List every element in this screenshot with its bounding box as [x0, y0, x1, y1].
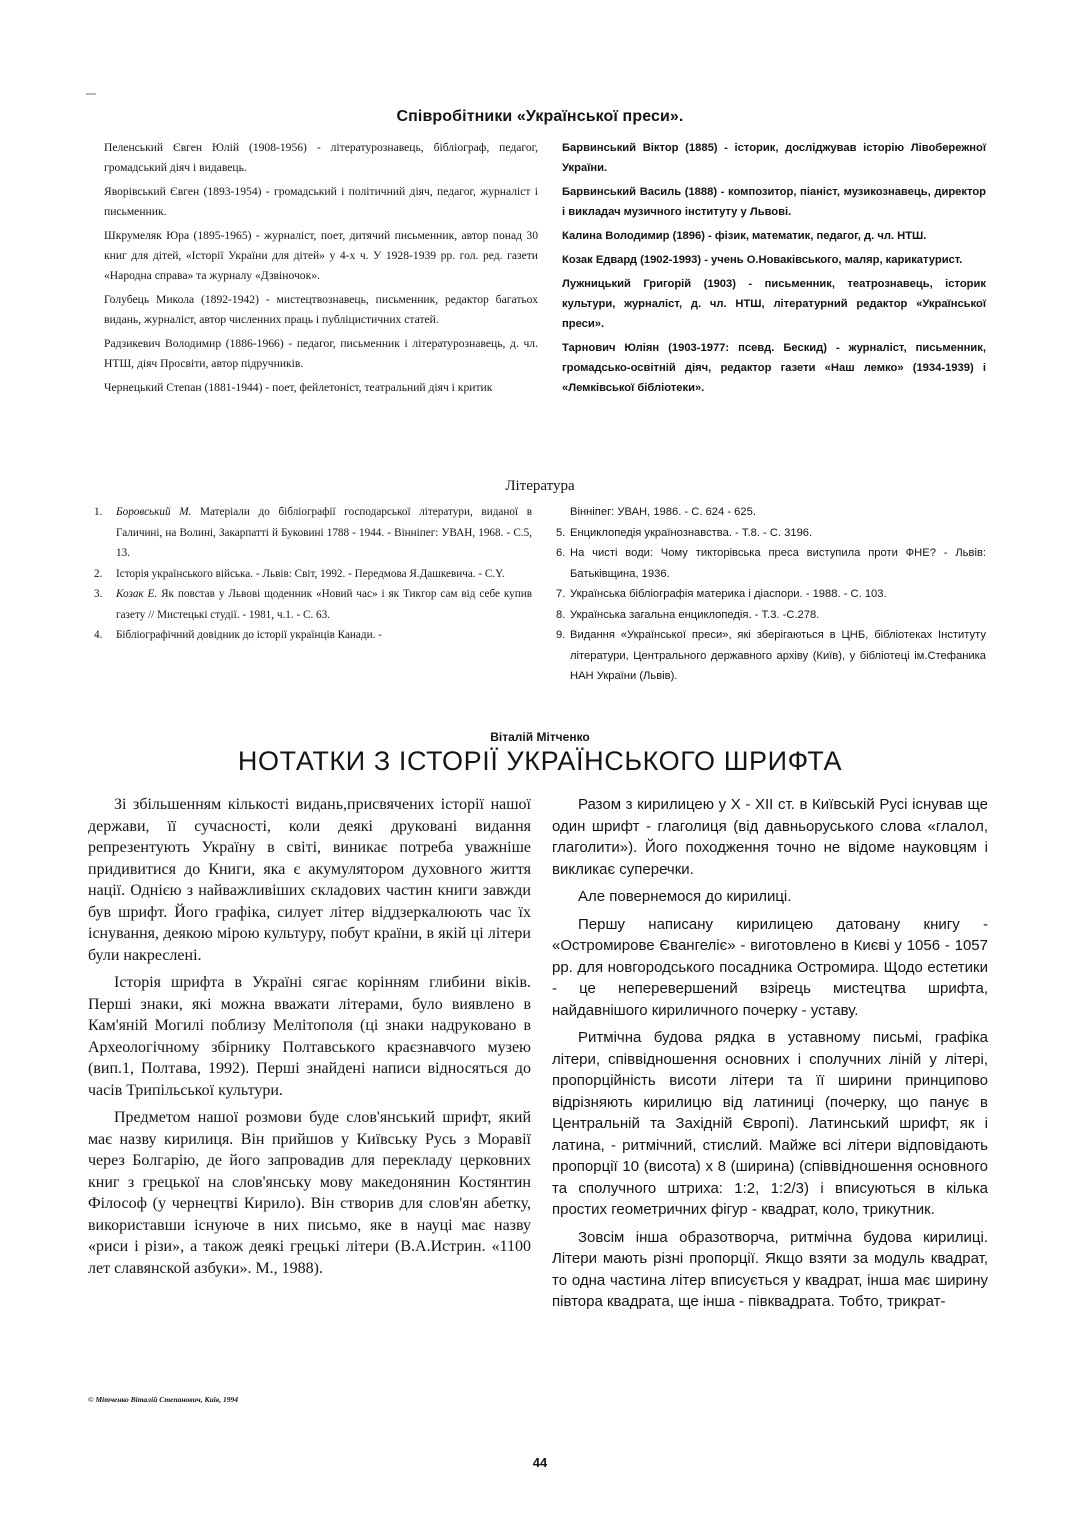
contributor-entry: Барвинський Віктор (1885) - історик, досліджував історію Лівобережної України.: [562, 142, 986, 174]
reference-item: 6. На чисті води: Чому тикторівська преса виступила проти ФНЕ? - Львів: Батьківщина, 1936.: [556, 547, 986, 580]
article-paragraph: Першу написану кирилицею датовану книгу - «Остромирове Євангеліє» - виготовлено в Києві у 1056 - 1057 рр. для новгородського посадника Остромира. Щодо естетики - це неперевершений взірець мистецтва шрифта, найдавнішого кириличного почерку - уставу.: [552, 915, 988, 1019]
reference-item: 8. Українська загальна енциклопедія. - Т.3. -С.278.: [556, 608, 820, 621]
contributors-left-column: [104, 138, 538, 402]
article-right-column: [552, 794, 988, 1319]
article-paragraph: Зі збільшенням кількості видань,присвячених історії нашої держави, її сучасності, коли деякі друковані видання репрезентують Україну в світі, виникає потреба уважніше придивитися до Книги, яка є акумулятором духовного життя нації. Однією з найважливіших складових частин книги завжди був шрифт. Його графіка, силует літер віддзеркалюють час їх існування, деякою мірою культуру, побут країни, в якій ці літери були накреслені.: [88, 796, 531, 964]
copyright-note: © Мітченко Віталій Степанович, Київ, 1994: [88, 1395, 238, 1404]
article-paragraph: Історія шрифта в Україні сягає корінням глибини віків. Перші знаки, які можна вважати літерами, було виявлено в Кам'яній Могилі поблизу Мелітополя (ці знаки надруковано в Археологічному збірнику Полтавського краєзнавчого музею (вип.1, Полтава, 1992). Перші знайдені написи відносяться до часів Трипільської культури.: [88, 974, 531, 1099]
contributors-right-column: [562, 138, 986, 402]
contributor-entry: Лужницький Григорій (1903) - письменник, театрознавець, історик культури, журналіст, д. чл. НТШ, літературний редактор «Української преси».: [562, 278, 986, 330]
article-paragraph: Зовсім інша образотворча, ритмічна будова кирилиці. Літери мають різні пропорції. Якщо взяти за модуль квадрат, то одна частина літер вписується у квадрат, інша має ширину півтора квадрата, ще інша - півквадрата. Тобто, трикрат-: [552, 1228, 988, 1310]
contributor-entry: Радзикевич Володимир (1886-1966) - педагог, письменник і літературознавець, д. чл. НТШ, діяч Просвіти, автор підручників.: [104, 337, 538, 370]
article-left-column: [88, 794, 531, 1285]
reference-item: 5. Енциклопедія українознавства. - Т.8. - С. 3196.: [556, 526, 813, 539]
contributor-entry: Пеленський Євген Юлій (1908-1956) - літературознавець, бібліограф, педагог, громадський діяч і видавець.: [104, 141, 538, 174]
reference-item: 9. Видання «Української преси», які зберігаються в ЦНБ, бібліотеках Інституту літератури, Центрального державного архіву (Київ), у бібліотеці ім.Стефаника НАН України (Львів).: [556, 629, 986, 682]
contributor-entry: Чернецький Степан (1881-1944) - поет, фейлетоніст, театральний діяч і критик: [104, 381, 493, 394]
contributor-entry: Шкрумеляк Юра (1895-1965) - журналіст, поет, дитячий письменник, автор понад 30 книг для дітей, «Історії України для дітей» у 4-х ч. У 1928-1939 рр. гол. ред. газети «Народна справа» та журналу «Дзвіночок».: [104, 229, 538, 282]
contributor-entry: Яворівський Євген (1893-1954) - громадський і політичний діяч, педагог, журналіст і письменник.: [104, 185, 538, 218]
contributor-entry: Барвинський Василь (1888) - композитор, піаніст, музикознавець, директор і викладач музичного інституту у Львові.: [562, 186, 986, 218]
reference-item: 4. Бібліографічний довідник до історії українців Канади. -: [94, 629, 382, 641]
reference-item: 3. Козак Е. Як повстав у Львові щоденник «Новий час» і як Тикгор сам від себе купив газету // Мистецькі студії. - 1981, ч.1. - С. 63.: [94, 588, 532, 621]
article-paragraph: Предметом нашої розмови буде слов'янський шрифт, який має назву кирилиця. Він прийшов у Київську Русь з Моравії через Болгарію, де його запровадив для перекладу церковних книг з грецької на слов'янську мову македонянин Костянтин Філософ (у чернецтві Кирило). Він створив для слов'ян абетку, використавши існуюче в них письмо, яке в науці має назву «риси і різи», а також деякі грецькі літери (В.А.Истрин. «1100 лет славянской азбуки». М., 1988).: [88, 1109, 531, 1277]
article-paragraph: Але повернемося до кирилиці.: [578, 888, 792, 905]
contributor-entry: Тарнович Юліян (1903-1977: псевд. Бескид) - журналіст, письменник, громадсько-освітній діяч, редактор газети «Наш лемко» (1934-1939) і «Лемківської бібліотеки».: [562, 342, 986, 394]
reference-author: Боровський М.: [116, 506, 192, 518]
references-left-column: [94, 502, 532, 646]
scan-mark: [86, 93, 96, 95]
article-author: Віталій Мітченко: [490, 730, 590, 744]
references-right-column: [556, 502, 986, 687]
article-paragraph: Ритмічна будова рядка в уставному письмі, графіка літери, співвідношення основних і сполучних ліній у літері, пропорційність висоти літери та її ширини принципово відрізняють кирилицю від латиниці (почерку, що панує в Центральній та Західній Європі). Латинський шрифт, як і латина, - ритмічний, стислий. Майже всі літери відповідають пропорції 10 (висота) х 8 (ширина) (співвідношення основного та сполучного штриха: 1:2, 1:2/3) і вписуються в кілька простих геометричних фігур - квадрат, коло, трикутник.: [552, 1029, 988, 1218]
reference-item: 7. Українська бібліографія материка і діаспори. - 1988. - С. 103.: [556, 588, 887, 600]
reference-item: 1. Боровський М. Матеріали до бібліографії господарської літератури, виданої в Галичині, на Волині, Закарпатті й Буковині 1788 - 1944. - Вінніпег: УВАН, 1968. - С.5, 13.: [94, 506, 532, 559]
reference-author: Козак Е.: [116, 588, 158, 600]
reference-item: 2. Історія українського війська. - Львів: Світ, 1992. - Передмова Я.Дашкевича. - С.Y.: [94, 567, 505, 580]
contributor-entry: Козак Едвард (1902-1993) - учень О.Новаківського, маляр, карикатурист.: [562, 254, 963, 266]
literature-title: Література: [505, 478, 575, 494]
page-number: 44: [532, 1455, 548, 1470]
article-paragraph: Разом з кирилицею у X - XII ст. в Київській Русі існував ще один шрифт - глаголиця (від давньоруського слова «глалол, глаголити»). Його походження точно не відоме науковцям і викликає суперечки.: [552, 796, 988, 878]
contributor-entry: Голубець Микола (1892-1942) - мистецтвознавець, письменник, редактор багатьох видань, журналіст, автор численних праць і публіцистичних статей.: [104, 293, 538, 326]
contributors-title: Співробітники «Української преси».: [396, 108, 684, 125]
article-title: НОТАТКИ З ІСТОРІЇ УКРАЇНСЬКОГО ШРИФТА: [237, 746, 843, 776]
contributor-entry: Калина Володимир (1896) - фізик, математик, педагог, д. чл. НТШ.: [562, 230, 927, 242]
reference-item: Вінніпег: УВАН, 1986. - С. 624 - 625.: [570, 506, 756, 518]
